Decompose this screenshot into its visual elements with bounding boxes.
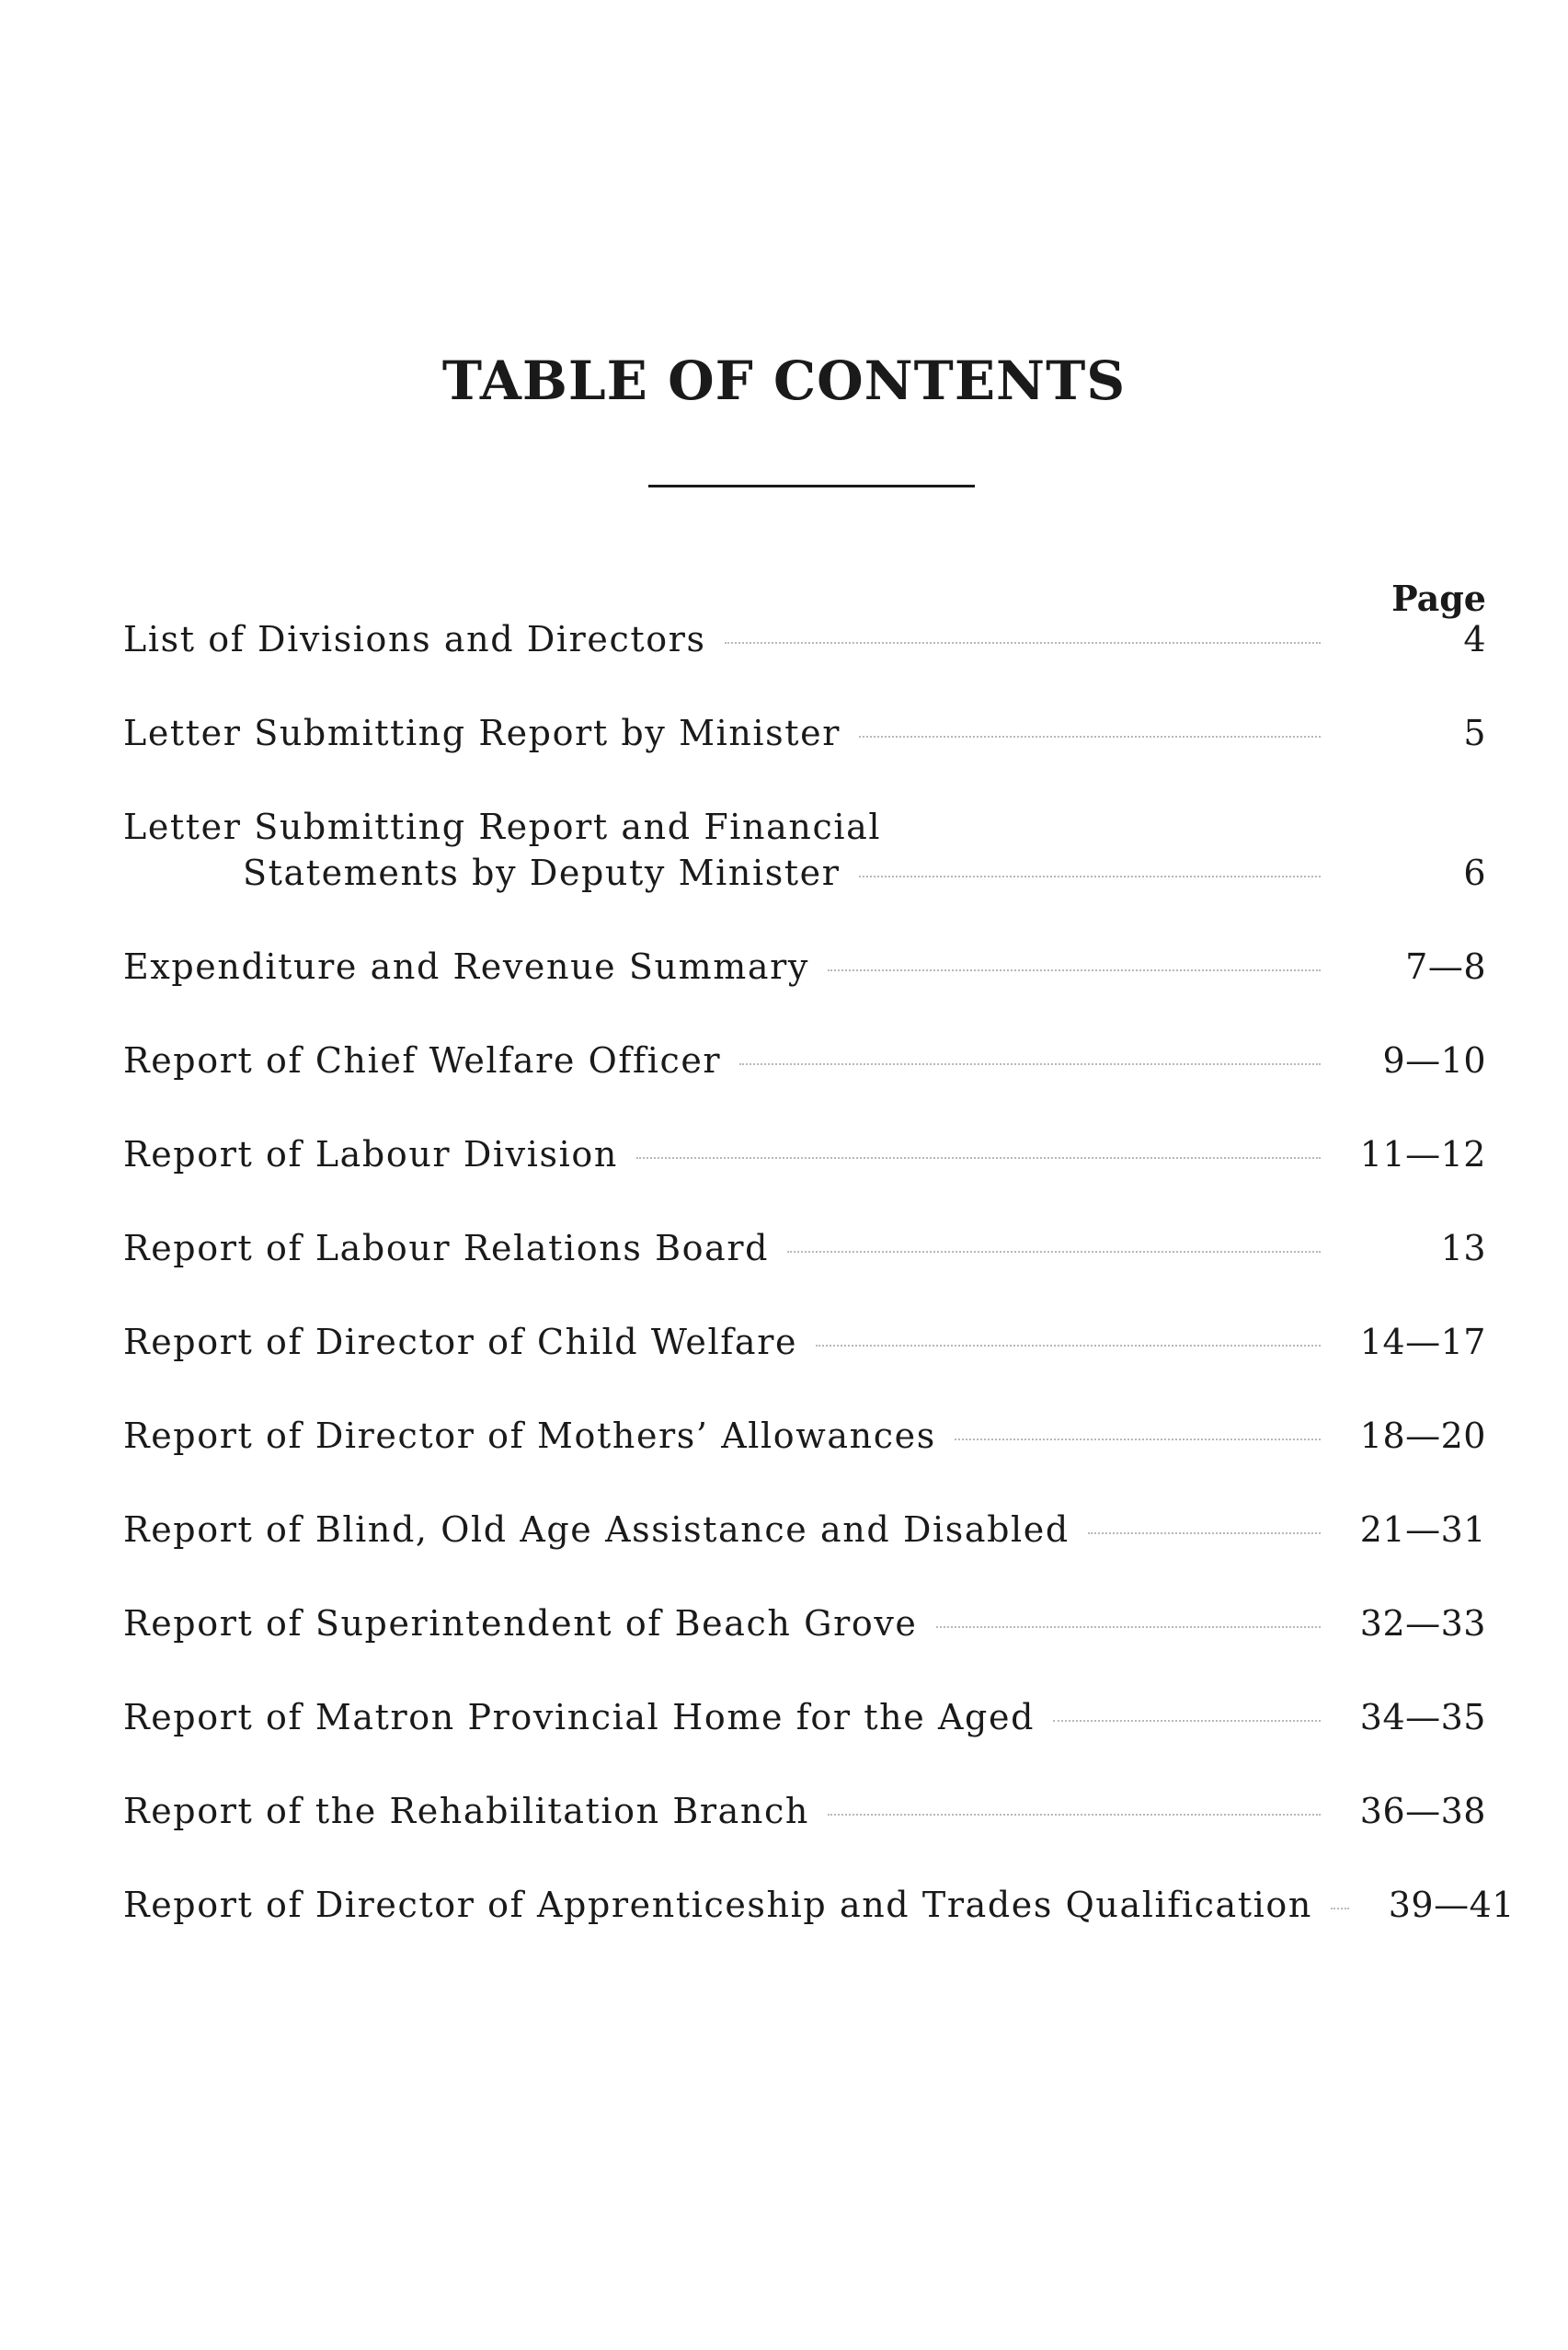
toc-entry-blind-old-age-disabled <box>123 1507 1486 1553</box>
dot-leader <box>787 1251 1321 1253</box>
toc-entry-page: 11—12 <box>1359 1134 1486 1175</box>
toc-entry-labour-relations-board <box>123 1225 1486 1271</box>
toc-entry-page: 6 <box>1463 853 1486 893</box>
toc-entry-apprenticeship-trades <box>123 1882 1515 1928</box>
toc-entry-label: List of Divisions and Directors <box>123 619 706 659</box>
toc-entry-chief-welfare-officer <box>123 1037 1486 1083</box>
toc-entry-label: Report of Director of Apprenticeship and Trades Qualification <box>123 1885 1312 1925</box>
toc-entry-label: Report of Labour Division <box>123 1134 618 1175</box>
toc-entry-page: 18—20 <box>1359 1416 1486 1456</box>
toc-entry-label: Report of Blind, Old Age Assistance and Disabled <box>123 1509 1070 1550</box>
dot-leader <box>955 1439 1321 1440</box>
toc-entry-label-line1: Letter Submitting Report and Financial <box>123 807 882 847</box>
dot-leader <box>828 1814 1321 1816</box>
toc-entry-page: 4 <box>1463 619 1486 659</box>
toc-entry-page: 14—17 <box>1359 1322 1486 1362</box>
toc-entry-labour-division <box>123 1131 1486 1177</box>
table-of-contents-list <box>123 616 1515 1976</box>
dot-leader <box>936 1626 1322 1628</box>
toc-entry-page: 5 <box>1463 713 1486 753</box>
toc-entry-page: 9—10 <box>1382 1040 1486 1081</box>
page-title: TABLE OF CONTENTS <box>441 350 1127 412</box>
page-column-header: Page <box>1391 578 1486 619</box>
dot-leader <box>1088 1532 1321 1534</box>
toc-entry-label: Report of Matron Provincial Home for the Aged <box>123 1697 1035 1737</box>
toc-entry-page: 34—35 <box>1359 1697 1486 1737</box>
dot-leader <box>859 736 1321 738</box>
dot-leader <box>828 969 1321 971</box>
dot-leader <box>636 1157 1321 1159</box>
toc-entry-page: 32—33 <box>1359 1603 1486 1644</box>
toc-entry-expenditure-revenue <box>123 944 1486 990</box>
dot-leader <box>725 642 1321 644</box>
toc-entry-home-for-aged <box>123 1694 1486 1740</box>
toc-entry-divisions-directors <box>123 616 1486 662</box>
toc-entry-label: Report of Director of Mothers’ Allowances <box>123 1416 936 1456</box>
title-underline-rule <box>648 485 975 487</box>
toc-entry-label: Report of Superintendent of Beach Grove <box>123 1603 918 1644</box>
toc-entry-label: Report of Chief Welfare Officer <box>123 1040 722 1081</box>
toc-entry-page: 36—38 <box>1359 1791 1486 1831</box>
dot-leader <box>1331 1908 1349 1909</box>
toc-entry-page: 7—8 <box>1405 946 1486 987</box>
toc-entry-label: Letter Submitting Report by Minister <box>123 713 841 753</box>
toc-entry-mothers-allowances <box>123 1413 1486 1459</box>
toc-entry-letter-minister <box>123 710 1486 756</box>
toc-entry-label-line2: Statements by Deputy Minister <box>243 853 841 893</box>
dot-leader <box>816 1345 1321 1347</box>
toc-entry-page: 13 <box>1440 1228 1486 1268</box>
toc-entry-page: 39—41 <box>1388 1885 1515 1925</box>
toc-entry-beach-grove <box>123 1600 1486 1646</box>
toc-entry-child-welfare <box>123 1319 1486 1365</box>
toc-entry-page: 21—31 <box>1359 1509 1486 1550</box>
toc-entry-label: Report of Labour Relations Board <box>123 1228 770 1268</box>
toc-entry-label: Expenditure and Revenue Summary <box>123 946 809 987</box>
toc-entry-letter-deputy-minister <box>123 804 1486 896</box>
dot-leader <box>859 876 1321 877</box>
toc-entry-label: Report of Director of Child Welfare <box>123 1322 798 1362</box>
toc-entry-rehabilitation-branch <box>123 1788 1486 1834</box>
dot-leader <box>739 1063 1321 1065</box>
dot-leader <box>1053 1720 1321 1722</box>
toc-entry-label: Report of the Rehabilitation Branch <box>123 1791 809 1831</box>
